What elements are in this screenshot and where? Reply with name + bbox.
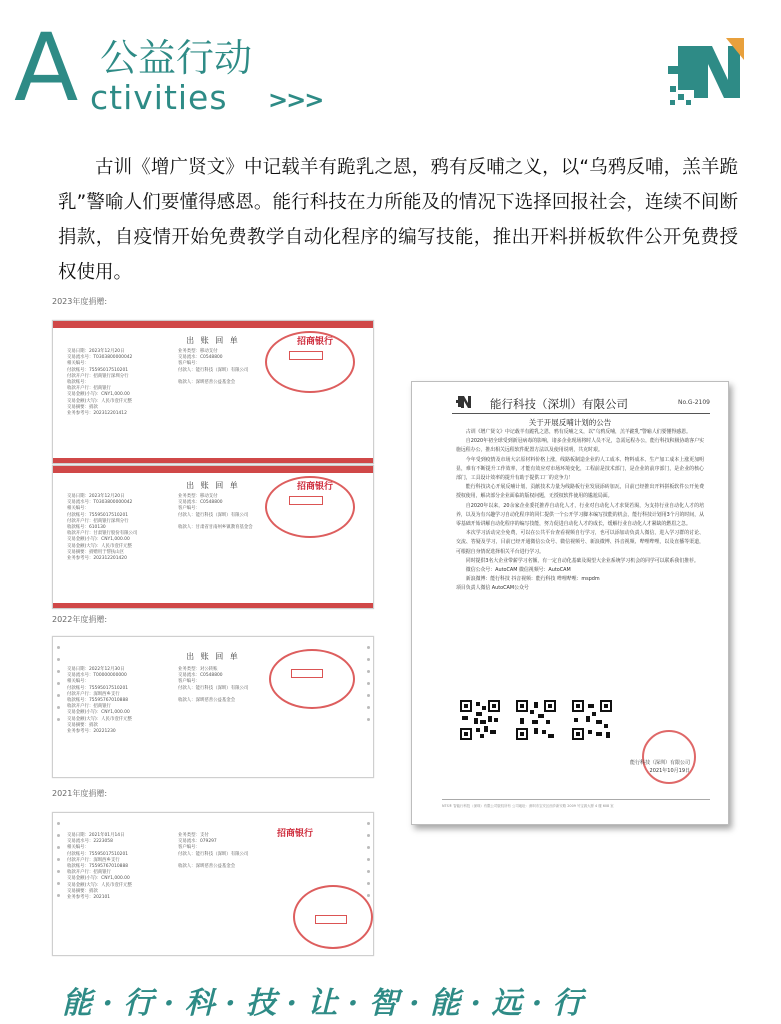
year-label-2023: 2023年度捐赠:: [52, 297, 108, 306]
receipt-2022: [52, 636, 374, 778]
notice-contact: 微信公众号：AutoCAM 微信视频号：AutoCAM: [465, 567, 571, 574]
notice-paragraph: 古训《增广贤文》中记载羊有跪乳之恩，鸦有反哺之义，以“乌鸦反哺，羔羊跪乳”警喻人们要懂得感恩。: [465, 429, 691, 435]
tractor-holes-left: [55, 813, 61, 955]
receipt-title: 出 账 回 单: [186, 481, 240, 490]
receipt-right-fields: 业务类型：支付 交易流水：079297 客户编号： 付款人：能行科技（深圳）有限公司 收款人：深圳慈善公益基金会: [178, 833, 249, 870]
receipt-right-fields: 业务类型：移动支付 交易流水：C0548800 客户编号： 付款人：能行科技（深圳）有限公司 收款人：深圳慈善公益基金会: [178, 349, 249, 386]
year-label-2021: 2021年度捐赠:: [52, 789, 108, 798]
receipt-title: 出 账 回 单: [186, 652, 240, 661]
receipt-left-fields: 交易日期：2021年01月14日 交易流水号：2223058 相关编号： 付款账号：75595017510201 付款开户行：深圳西乡支行 收款账号：75595767010888 收款开户行：招商银行 交易金额(小写)：CNY1,000.00 交易金额(大写)：人民币壹仟元整 交易摘要：捐款 业务参考号：202101: [67, 833, 132, 901]
receipt-2021: [52, 812, 374, 956]
receipt-2023-b: [52, 465, 374, 609]
seal-stamp: [265, 331, 355, 393]
receipt-top-bar: [53, 466, 373, 473]
notice-paragraph: 自2020年初全球受到新冠病毒的影响，诸多企业现场将时人员不足，急需远程办公，能行科技积极协助客户实施远程办公，推出相关远程软件配置方法以及使用说明，共克时艰。: [456, 438, 704, 454]
notice-number: No.G-2109: [677, 399, 710, 406]
bank-name: 招商银行: [276, 829, 313, 839]
notice-paragraph: 能行科技决心开展反哺计划，贡献技术力量为线路板行业发展添砖加瓦，目前已经推出开料拼板软件公开免费授权使用，解决部分企业面临的版权问题，无授权软件使用的尴尬局面。: [456, 484, 704, 500]
intro-paragraph: 古训《增广贤文》中记载羊有跪乳之恩，鸦有反哺之义，以“乌鸦反哺，羔羊跪乳”警喻人们要懂得感恩。能行科技在力所能及的情况下选择回报社会，连续不间断捐款，自疫情开始免费教学自动化程序的编写技能，推出开料拼板软件公开免费授权使用。: [58, 157, 738, 283]
receipt-bottom-bar: [53, 458, 373, 463]
bank-name: 招商银行: [296, 482, 333, 492]
page-title-cn: 公益行动: [100, 36, 253, 80]
notice-sign-company: 能行科技（深圳）有限公司: [629, 760, 690, 766]
receipt-bottom-bar: [53, 603, 373, 608]
seal-code-box: [289, 496, 323, 505]
qr-code-icon: [516, 700, 556, 740]
notice-divider: [452, 413, 710, 414]
qr-code-icon: [572, 700, 612, 740]
receipt-right-fields: 业务类型：对公转账 交易流水：C0548800 客户编号： 付款人：能行科技（深圳）有限公司 收款人：深圳慈善公益基金会: [178, 667, 249, 704]
notice-title: 关于开展反哺计划的公告: [528, 418, 612, 427]
receipt-left-fields: 交易日期：2023年12月20日 交易流水号：T0303800000042 相关编号： 付款账号：75595017510201 付款开户行：招商银行深圳分行 收款账号：610130 收款开户行：甘肃银行股份有限公司 交易金额(小写)：CNY1,000.00 交易金额(大写)：人民币壹仟元整 交易摘要：捐赠用于帮扶山区 业务参考号：202312201420: [67, 494, 138, 562]
chevrons-icon: >>>: [268, 86, 323, 114]
footer-slogan: 能 · 行 · 科 · 技 · 让 · 智 · 能 · 远 · 行: [62, 986, 583, 1021]
receipt-left-fields: 交易日期：2022年12月30日 交易流水号：T00000000000 相关编号： 付款账号：75595017510201 付款开户行：深圳西乡支行 收款账号：75595767010888 收款开户行：招商银行 交易金额(小写)：CNY1,000.00 交易金额(大写)：人民币壹仟元整 交易摘要：捐款 业务参考号：20221230: [67, 667, 132, 735]
notice-paragraph: 自2020年以来，20余家企业委托推荐自动化人才，行业对自动化人才求贤若渴，为支持行业自动化人才的培养，以及为有兴趣学习自动化程序的同仁提供一个公开学习脚本编写技能的机会，能行科技计划用3个月的时间，从零基础开始讲解自动化程序的编写技能，努力促进自动化人才的成长，缓解行业自动化人才紧缺的燃眉之急。: [456, 502, 704, 528]
title-big-letter: A: [14, 14, 79, 123]
page-title-en: ctivities: [90, 78, 228, 117]
notice-signature: [630, 759, 690, 775]
notice-paragraph: 同时提供3名大企业带薪学习名额，有一定自动化基础及渴望大企业系统学习机会的同学可以联系我们推荐。: [465, 557, 699, 564]
notice-sign-date: 2021年10月19日: [649, 768, 690, 774]
notice-body: [456, 428, 704, 594]
notice-contact: 新浪微博：能行科技 抖音视频：能行科技 哔哩哔哩：mspdm: [465, 576, 600, 583]
bank-name: 招商银行: [296, 337, 333, 347]
notice-contact: 项目负责人微信 AutoCAM公众号: [456, 585, 529, 592]
qr-code-icon: [460, 700, 500, 740]
receipt-2023-a: [52, 320, 374, 464]
notice-footer: NTS® 智能行科技（深圳）有限公司版权所有 公司地址：深圳市宝安区西乡新安路 2009 号宝源大厦 4 楼 608 室: [442, 799, 710, 808]
company-logo-small: [456, 395, 472, 409]
receipt-title: 出 账 回 单: [186, 336, 240, 345]
seal-stamp: [265, 476, 355, 538]
seal-stamp: [269, 649, 355, 709]
notice-paragraph: 今年受到疫情及市场大宗原材料价格上涨，线路板制造企业的人工成本、物料成本、生产加工成本上涨更加明显，难有不断提升工作效率，才能有效应对市场环境变化，工程前是技术部门，是企业的前序部门，是企业的核心部门，工具设计效率的提升有助于提供工厂的竞争力！: [456, 456, 704, 482]
receipt-left-fields: 交易日期：2023年12月20日 交易流水号：T0303800000042 相关编号： 付款账号：75595017510201 付款开户行：招商银行深圳分行 收款账号： 收款开户行：招商银行 交易金额(小写)：CNY1,000.00 交易金额(大写)：人民币壹仟元整 交易摘要：捐款 业务参考号：202312201412: [67, 349, 133, 417]
notice-paragraph: 本次学习活动完全免费，可以在公共平台查看视频自行学习，也可以添加动负责人微信，进入学习群的讨论、交流、答疑及学习，目前已经开通微信公众号、微信视频号、新浪微博、抖音视频、哔哩哔哩，以及直播等渠道，可根据自身情况选择相关平台进行学习。: [456, 530, 704, 555]
receipt-right-fields: 业务类型：移动支付 交易流水：C0548800 客户编号： 付款人：能行科技（深圳）有限公司 收款人：甘肃省甘南州乡镇教育基金会: [178, 494, 253, 531]
company-seal: [642, 730, 696, 784]
notice-company: 能行科技（深圳）有限公司: [490, 397, 628, 411]
seal-code-box: [291, 669, 323, 678]
seal-code-box: [289, 351, 323, 360]
company-logo: [668, 38, 744, 108]
receipt-top-bar: [53, 321, 373, 328]
donation-notice: [411, 381, 729, 825]
year-label-2022: 2022年度捐赠:: [52, 615, 108, 624]
seal-code-box: [315, 915, 347, 924]
